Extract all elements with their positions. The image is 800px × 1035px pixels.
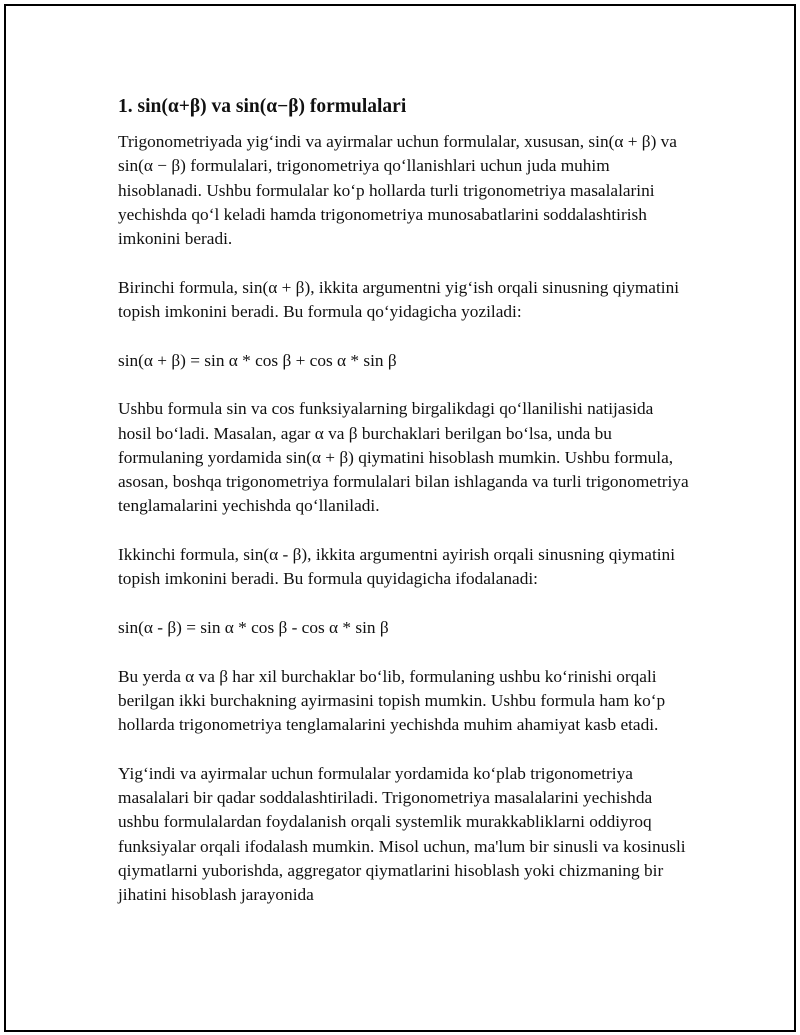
formula-sin-sum: sin(α + β) = sin α * cos β + cos α * sin β (118, 350, 397, 370)
page-title: 1. sin(α+β) va sin(α−β) formulalari (118, 96, 407, 117)
paragraph-first-formula-intro: Birinchi formula, sin(α + β), ikkita argumentni yig‘ish orqali sinusning qiymatini topish imkonini beradi. Bu formula qo‘yidagicha yoziladi: (118, 277, 680, 322)
paragraph-intro: Trigonometriyada yig‘indi va ayirmalar uchun formulalar, xususan, sin(α + β) va sin(α − β) formulalari, trigonometriya qo‘llanishlari uchun juda muhim hisoblanadi. Ushbu formulalar ko‘p hollarda turli trigonometriya masalalarini yechishda qo‘l keladi hamda trigonometriya munosabatlarini soddalashtirish imkonini beradi. (118, 132, 677, 249)
document-body (118, 93, 690, 932)
formula-sin-difference: sin(α - β) = sin α * cos β - cos α * sin β (118, 617, 389, 637)
paragraph-second-formula-intro: Ikkinchi formula, sin(α - β), ikkita argumentni ayirish orqali sinusning qiymatini topish imkonini beradi. Bu formula quyidagicha ifodalanadi: (118, 545, 675, 589)
paragraph-conclusion: Yig‘indi va ayirmalar uchun formulalar yordamida ko‘plab trigonometriya masalalari bir qadar soddalashtiriladi. Trigonometriya masalalarini yechishda ushbu formulalardan foydalanish orqali systemlik murakkabliklarni oddiyroq funksiyalar orqali ifodalash mumkin. Misol uchun, ma'lum bir sinusli va kosinusli qiymatlarni yuborishda, aggregator qiymatlarini hisoblash yoki chizmaning bir jihatini hisoblash jarayonida (118, 763, 686, 905)
paragraph-second-formula-explanation: Bu yerda α va β har xil burchaklar bo‘lib, formulaning ushbu ko‘rinishi orqali berilgan ikki burchakning ayirmasini topish mumkin. Ushbu formula ham ko‘p hollarda trigonometriya tenglamalarini yechishda muhim ahamiyat kasb etadi. (118, 666, 666, 735)
paragraph-first-formula-explanation: Ushbu formula sin va cos funksiyalarning birgalikdagi qo‘llanilishi natijasida hosil bo‘ladi. Masalan, agar α va β burchaklari berilgan bo‘lsa, unda bu formulaning yordamida sin(α + β) qiymatini hisoblash mumkin. Ushbu formula, asosan, boshqa trigonometriya formulalari bilan ishlaganda va turli trigonometriya tenglamalarini yechishda qo‘llaniladi. (118, 399, 689, 516)
